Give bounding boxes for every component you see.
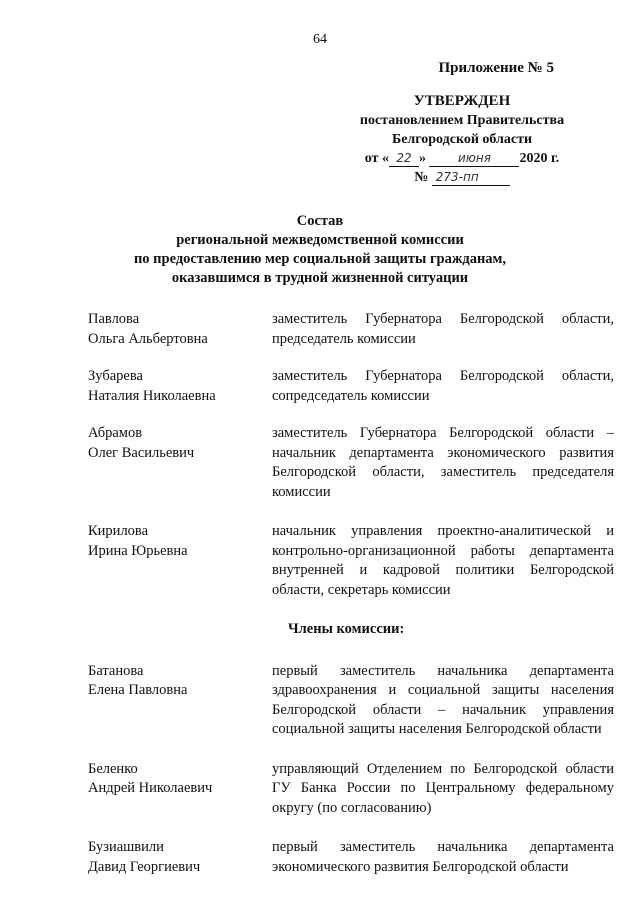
- approval-line-resolution: постановлением Правительства: [359, 113, 565, 128]
- list-item: [88, 310, 614, 349]
- date-year: 2020 г.: [519, 151, 560, 166]
- approval-date: [342, 149, 582, 168]
- number-value: 273-пп: [432, 170, 510, 186]
- list-item: [88, 424, 614, 502]
- person-name: [88, 838, 272, 877]
- person-name: [88, 310, 272, 349]
- surname: Беленко: [88, 760, 138, 777]
- title-line-2: региональной межведомственной комиссии: [176, 232, 464, 248]
- person-role: заместитель Губернатора Белгородской области – начальник департамента экономического развития Белгородской области, заместитель председателя комиссии: [272, 425, 614, 500]
- date-mid: »: [418, 151, 426, 166]
- approval-block: [342, 92, 582, 187]
- appendix-label: Приложение № 5: [438, 60, 554, 76]
- list-item: [88, 367, 614, 406]
- person-name: [88, 424, 272, 502]
- surname: Абрамов: [88, 425, 143, 441]
- person-name: [88, 662, 272, 740]
- given-name: Олег Васильевич: [88, 444, 195, 461]
- surname: Бузиашвили: [88, 839, 164, 855]
- commission-list: [88, 310, 614, 877]
- title-line-4: оказавшимся в трудной жизненной ситуации: [171, 270, 469, 286]
- approval-line-region: Белгородской области: [391, 132, 533, 147]
- date-month: июня: [429, 151, 519, 167]
- surname: Зубарева: [88, 368, 143, 384]
- person-role: первый заместитель начальника департамента здравоохранения и социальной защиты населения Белгородской области – начальник управления социальной защиты населения Белгородской области: [272, 662, 614, 737]
- date-day: 22: [389, 151, 419, 167]
- surname: Батанова: [88, 662, 144, 679]
- given-name: Ирина Юрьевна: [88, 542, 188, 559]
- list-item: [88, 522, 614, 600]
- surname: Павлова: [88, 311, 140, 327]
- list-item: [88, 838, 614, 877]
- given-name: Елена Павловна: [88, 682, 188, 698]
- person-name: [88, 760, 272, 819]
- person-role: управляющий Отделением по Белгородской области ГУ Банка России по Центральному федеральному округу (по согласованию): [272, 760, 614, 816]
- person-role: первый заместитель начальника департамента экономического развития Белгородской области: [272, 839, 614, 875]
- person-role: заместитель Губернатора Белгородской области, председатель комиссии: [272, 311, 614, 347]
- person-name: [88, 522, 272, 600]
- approval-number: [342, 168, 582, 187]
- approval-title: УТВЕРЖДЕН: [413, 93, 511, 109]
- list-item: [88, 662, 614, 740]
- members-heading: Члены комиссии:: [288, 621, 405, 637]
- list-item: [88, 760, 614, 819]
- person-name: [88, 367, 272, 406]
- title-line-1: Состав: [296, 213, 344, 229]
- given-name: Давид Георгиевич: [88, 858, 201, 875]
- person-role: заместитель Губернатора Белгородской области, сопредседатель комиссии: [272, 368, 614, 404]
- number-prefix: №: [414, 170, 429, 185]
- surname: Кирилова: [88, 523, 149, 539]
- document-title: [60, 212, 580, 288]
- given-name: Ольга Альбертовна: [88, 330, 208, 347]
- given-name: Наталия Николаевна: [88, 387, 216, 404]
- title-line-3: по предоставлению мер социальной защиты гражданам,: [133, 251, 507, 267]
- date-prefix: от «: [364, 151, 389, 166]
- person-role: начальник управления проектно-аналитической и контрольно-организационной работы департамента внутренней и кадровой политики Белгородской области, секретарь комиссии: [272, 523, 614, 598]
- page-number: 64: [313, 32, 327, 47]
- given-name: Андрей Николаевич: [88, 780, 213, 796]
